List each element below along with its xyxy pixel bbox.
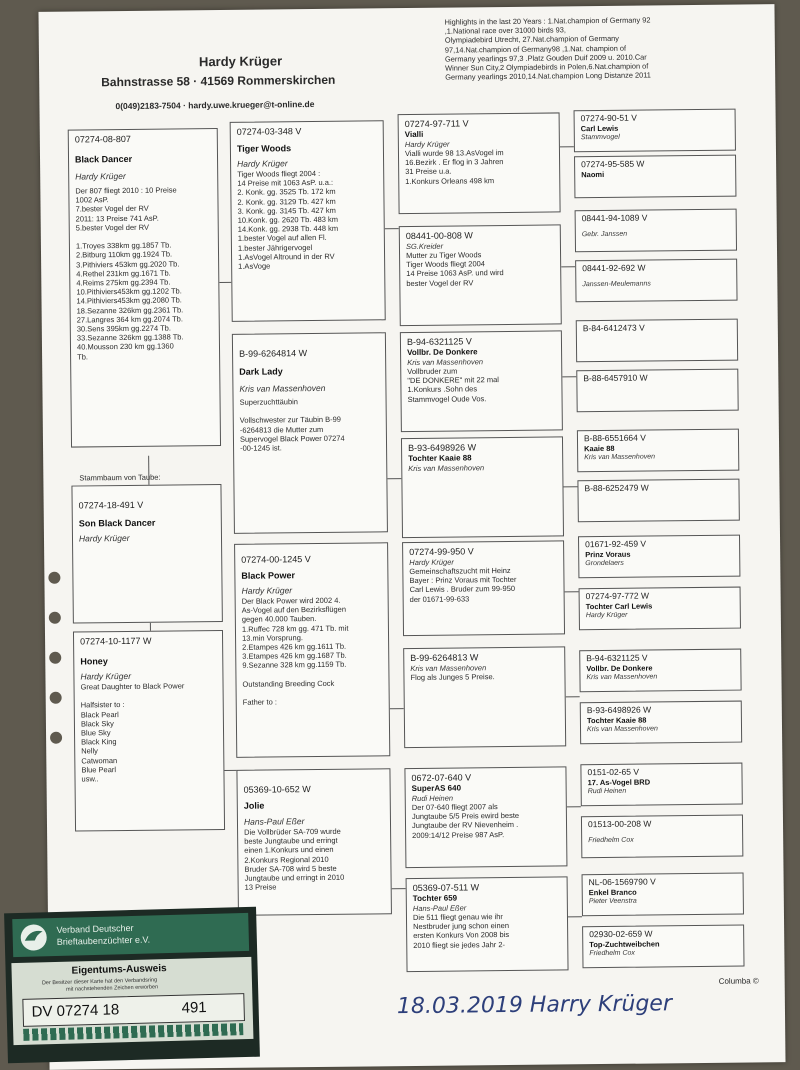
description-line: Jungtaube 5/5 Preis ewird beste	[411, 811, 520, 822]
description-line: -00-1245 ist.	[240, 443, 282, 453]
owner-name: Hardy Krüger	[237, 158, 288, 169]
description-line: 1.Troyes 338km gg.1857 Tb.	[75, 240, 172, 251]
owner-name: Hardy Krüger	[75, 170, 126, 182]
highlight-line: Olympiadebird Utrecht, 27.Nat.champion of Germany	[444, 34, 620, 46]
great-grandparent-box	[403, 646, 566, 748]
description-line: Der 807 fliegt 2010 : 10 Preise	[75, 185, 177, 196]
highlight-line: Germany yearlings 97,3 .Platz Gouden Duif 2009 u. 2010.Car	[444, 52, 647, 64]
description-line: Nelly	[81, 746, 98, 756]
pigeon-name: Black Power	[241, 570, 295, 581]
ring-number: B-88-6252479 W	[584, 482, 649, 494]
description-line: Bruder SA-708 wird 5 beste	[244, 863, 337, 874]
description-line: 1.Konkurs .Sohn des	[407, 384, 478, 395]
description-line: Father to :	[242, 697, 277, 708]
connector-line	[390, 708, 404, 709]
connector-line	[224, 770, 236, 771]
pigeon-name: Honey	[80, 656, 108, 667]
description-line: 1.bester Jährigervogel	[237, 242, 313, 253]
description-line: 2011: 13 Preise 741 AsP.	[75, 213, 159, 224]
description-line: Bayer : Prinz Voraus mit Tochter	[409, 575, 517, 586]
pigeon-name: Tiger Woods	[236, 143, 292, 154]
dam-sire-box	[234, 542, 390, 758]
description-line: 7.bester Vogel der RV	[75, 204, 149, 214]
owner-name: Rudi Heinen	[587, 787, 627, 796]
great-grandparent-box	[404, 766, 567, 868]
great-great-grandparent-box	[578, 535, 740, 579]
subject-box	[71, 484, 222, 624]
owner-name: Hans-Paul Eßer	[412, 903, 467, 914]
ring-number: 0672-07-640 V	[411, 772, 472, 784]
connector-line	[560, 146, 574, 147]
owner-name: Hardy Krüger	[80, 670, 132, 682]
great-great-grandparent-box	[579, 587, 741, 631]
sire-box	[68, 128, 221, 448]
description-line: 1002 AsP.	[75, 195, 109, 205]
owner-name: Hardy Krüger	[241, 585, 293, 596]
description-line: Supervogel Black Power 07274	[239, 433, 345, 444]
ring-number: 02930-02-659 W	[589, 928, 653, 940]
description-line: der 01671-99-633	[409, 594, 470, 604]
ring-number: 07274-90-51 V	[580, 112, 637, 124]
description-line: bester Vogel der RV	[406, 277, 474, 288]
great-grandparent-box	[402, 540, 565, 636]
description-line: Vollbruder zum	[407, 366, 458, 377]
description-line: Tiger Woods fliegt 2004 :	[237, 168, 321, 179]
description-line: 4.Rethel 231km gg.1671 Tb.	[76, 268, 171, 279]
pigeon-name: Son Black Dancer	[78, 517, 156, 529]
card-ring-field	[22, 993, 245, 1027]
description-line: "DE DONKERE" mit 22 mal	[407, 375, 499, 386]
owner-name: Hardy Krüger	[78, 532, 130, 544]
ring-number: B-94-6321125 V	[406, 336, 472, 348]
dam-dam-description	[244, 826, 385, 892]
date-signature: 18.03.2019 Harry Krüger	[396, 991, 673, 1020]
description-line: Great Daughter to Black Power	[80, 681, 185, 692]
ring-number: 08441-94-1089 V	[581, 212, 648, 224]
ring-number: B-94-6321125 V	[586, 652, 648, 664]
pigeon-name: Vollbr. De Donkere	[586, 663, 653, 674]
punch-hole	[50, 732, 62, 744]
description-line: 16.Bezirk . Er flog in 3 Jahren	[405, 157, 504, 168]
description-line: Der Black Power wird 2002 4.	[241, 595, 341, 606]
owner-name: Hardy Krüger	[409, 557, 454, 568]
owner-name: Friedhelm Cox	[589, 949, 635, 958]
ring-number: B-99-6264814 W	[239, 348, 308, 359]
owner-name: Friedhelm Cox	[588, 836, 634, 845]
great-great-grandparent-box	[574, 155, 736, 199]
pigeon-name: Dark Lady	[239, 366, 283, 377]
owner-name: Kris van Massenhoven	[586, 725, 658, 734]
highlights	[445, 14, 776, 82]
card-body	[11, 957, 253, 1045]
owner-name: Kris van Massenhoven	[586, 673, 658, 682]
dam-sire-description	[242, 595, 383, 707]
description-line: 33.Sezanne 326km gg.1388 Tb.	[76, 332, 184, 343]
owner-name: Kris van Massenhoven	[407, 357, 484, 368]
punch-hole	[50, 692, 62, 704]
description-line: Gemeinschaftszucht mit Heinz	[409, 565, 511, 577]
highlight-line: Highlights in the last 20 Years : 1.Nat.champion of Germany 92	[444, 15, 651, 27]
description-line: 2009:14/12 Preise 987 AsP.	[412, 829, 505, 840]
description-line: 13 Preise	[244, 882, 277, 892]
ring-number: NL-06-1569790 V	[588, 876, 656, 888]
pigeon-name: Black Dancer	[74, 153, 133, 165]
owner-name: Hardy Krüger	[404, 139, 450, 150]
breeder-name: Hardy Krüger	[198, 53, 283, 70]
description-line: 14 Preise 1063 AsP. und wird	[406, 268, 504, 279]
pigeon-name: Tochter Kaaie 88	[408, 453, 472, 464]
connector-line	[566, 696, 580, 697]
owner-name: Hardy Krüger	[585, 611, 628, 620]
card-ring-number: 491	[181, 999, 207, 1017]
description-line: Die 511 fliegt genau wie ihr	[412, 912, 503, 923]
dam-box	[73, 630, 225, 832]
connector-line	[565, 591, 579, 592]
description-line: Superzuchttäubin	[239, 397, 298, 407]
description-line: 3.Etampes 426 km gg.1687 Tb.	[242, 650, 347, 662]
sire-sire-box	[230, 120, 386, 322]
connector-line	[387, 478, 401, 479]
card-org-line2: Brieftaubenzüchter e.V.	[56, 934, 151, 947]
card-org-line1: Verband Deutscher	[56, 922, 134, 935]
description-line: Blue Sky	[80, 728, 111, 738]
sire-description	[75, 185, 213, 361]
connector-line	[562, 376, 576, 377]
ring-number: 05369-07-511 W	[412, 882, 480, 894]
owner-name: Kris van Massenhoven	[408, 463, 485, 474]
pigeon-name: Jolie	[243, 800, 265, 811]
description-line: 2.Konkurs Regional 2010	[244, 854, 329, 865]
description-line: 30.Sens 395km gg.2274 Tb.	[76, 323, 171, 334]
punch-hole	[49, 612, 61, 624]
description-line: 4.Reims 275km gg.2394 Tb.	[76, 277, 171, 288]
description-line: 9.Sezanne 328 km gg.1159 Tb.	[242, 660, 347, 671]
great-great-grandparent-box	[580, 763, 742, 807]
ring-number: 07274-97-772 W	[585, 590, 650, 602]
ring-number: 07274-97-711 V	[404, 118, 469, 130]
description-line: 1.AsVogel Altround in der RV	[238, 251, 335, 262]
great-great-grandparent-box	[574, 109, 736, 153]
ring-number: B-84-6412473 V	[582, 322, 645, 334]
owner-name: Rudi Heinen	[411, 793, 454, 804]
highlight-line: Winner Sun City,2 Olympiadebirds in Polen,6.Nat.champion of	[445, 61, 649, 73]
description-line: gegen 40.000 Tauben.	[241, 614, 317, 625]
highlight-line: ,1.National race over 31000 birds 93,	[444, 25, 566, 36]
owner-name: Gebr. Janssen	[581, 230, 628, 239]
description-line: Blue Pearl	[81, 764, 117, 775]
great-great-grandparent-box	[582, 925, 744, 969]
description-line: Jungtaube und erringt in 2010	[244, 872, 345, 883]
dam-description	[81, 681, 218, 784]
great-grandparent-box	[406, 876, 569, 972]
owner-name: Janssen-Meulemanns	[582, 280, 651, 289]
owner-name: Hans-Paul Eßer	[243, 816, 305, 827]
great-great-grandparent-box	[579, 649, 741, 693]
pigeon-name: Naomi	[581, 169, 605, 180]
pigeon-name: Tochter 659	[412, 893, 458, 904]
pigeon-name: Vollbr. De Donkere	[407, 347, 478, 358]
connector-line	[567, 806, 581, 807]
highlight-line: Germany yearlings 2010,14.Nat.champion Long Distanze 2011	[445, 70, 651, 82]
great-great-grandparent-box	[577, 429, 739, 473]
description-line: Black Pearl	[80, 709, 119, 720]
pigeon-name: Tochter Carl Lewis	[585, 601, 653, 612]
description-line: 2.Etampes 426 km gg.1611 Tb.	[242, 641, 347, 652]
description-line: -6264813 die Mutter zum	[239, 424, 324, 435]
description-line: 14.Konk. gg. 2938 Tb. 448 km	[237, 223, 339, 235]
description-line: 2. Konk. gg. 3129 Tb. 427 km	[237, 196, 336, 207]
ring-number: B-93-6498926 W	[408, 442, 477, 454]
description-line: usw..	[81, 774, 99, 784]
description-line: 1.bester Vogel auf allen Fl.	[237, 233, 327, 244]
owner-name: Pieter Veenstra	[588, 897, 637, 906]
description-line: 3. Konk. gg. 3145 Tb. 427 km	[237, 205, 336, 216]
sire-dam-description	[240, 396, 381, 453]
sire-dam-box	[232, 332, 388, 534]
owner-name: Kris van Massenhoven	[239, 382, 326, 394]
great-great-grandparent-box	[581, 815, 743, 859]
description-line: Flog als Junges 5 Preise.	[410, 672, 495, 683]
description-line: 2.Bitburg 110km gg.1924 Tb.	[75, 249, 173, 260]
sire-sire-description	[237, 168, 378, 271]
card-note-line2: mit nachstehenden Zeichen erworben	[66, 984, 159, 993]
great-great-grandparent-box	[575, 209, 737, 253]
description-line: Tiger Woods fliegt 2004	[406, 259, 485, 270]
description-line: Black King	[81, 737, 117, 747]
description-line: 18.Sezanne 326km gg.2361 Tb.	[76, 305, 184, 316]
description-line: Mutter zu Tiger Woods	[406, 250, 482, 261]
description-line: As-Vogel auf den Bezirksflügen	[241, 604, 347, 615]
card-title: Eigentums-Ausweis	[71, 963, 167, 977]
ring-number: 08441-92-692 W	[582, 262, 646, 274]
ownership-card	[4, 907, 260, 1064]
ring-number: 07274-18-491 V	[78, 499, 144, 511]
great-great-grandparent-box	[577, 479, 739, 523]
description-line: Vollschwester zur Täubin B-99	[239, 415, 341, 426]
description-line: Nestbruder jung schon einen	[413, 921, 510, 932]
ring-number: B-88-6551664 V	[583, 432, 646, 444]
pigeon-name: SuperAS 640	[411, 783, 462, 794]
description-line: 31 Preise u.a.	[405, 166, 452, 177]
pigeon-name: Enkel Branco	[588, 887, 637, 898]
highlight-line: 97,14.Nat.champion of Germany98 ,1.Nat. champion of	[444, 43, 627, 55]
description-line: 27.Langres 364 km gg.2074 Tb.	[76, 314, 183, 325]
punch-hole	[49, 652, 61, 664]
connector-line	[563, 486, 577, 487]
great-great-grandparent-box	[575, 259, 737, 303]
dam-dam-box	[236, 768, 392, 916]
connector-line	[392, 888, 406, 889]
card-ring-prefix: DV 07274 18	[31, 1001, 120, 1021]
great-grandparent-box	[401, 436, 564, 538]
pedigree-caption: Stammbaum von Taube:	[79, 472, 161, 483]
pigeon-name: Top-Zuchtweibchen	[589, 939, 660, 950]
pigeon-name: Prinz Voraus	[585, 549, 631, 560]
ring-number: 07274-99-950 V	[409, 546, 474, 558]
pigeon-name: Carl Lewis	[580, 123, 619, 134]
owner-name: Kris van Massenhoven	[584, 453, 656, 462]
description-line: 2010 fliegt sie jedes Jahr 2-	[413, 939, 506, 950]
pigeon-name: Tochter Kaaie 88	[586, 715, 647, 726]
great-great-grandparent-box	[576, 369, 738, 413]
description-line: beste Jungtaube und erringt	[244, 835, 338, 846]
connector-line	[385, 228, 399, 229]
description-line: Vialli wurde 98 13.AsVogel im	[404, 148, 504, 159]
description-line: 13.min Vorsprung.	[242, 632, 303, 643]
description-line: ersten Konkurs Von 2008 bis	[413, 930, 510, 941]
great-grandparent-box	[398, 112, 561, 214]
owner-name: Kris van Massenhoven	[410, 663, 487, 674]
description-line: Outstanding Breeding Cock	[242, 678, 335, 689]
description-line: Carl Lewis . Bruder zum 99-950	[409, 584, 516, 595]
description-line: Halfsister to :	[80, 700, 125, 710]
description-line: Catwoman	[81, 755, 118, 766]
connector-line	[219, 282, 231, 283]
ring-number: 07274-00-1245 V	[241, 554, 311, 565]
ring-number: 08441-00-808 W	[405, 230, 473, 242]
ring-number: 01513-00-208 W	[587, 818, 652, 830]
connector-line	[568, 916, 582, 917]
great-grandparent-box	[400, 330, 563, 432]
description-line: Jungtaube der RV Nievenheim .	[411, 820, 519, 831]
description-line: 40.Mousson 230 km gg.1360	[76, 341, 174, 352]
ring-number: B-99-6264813 W	[410, 652, 479, 664]
punch-hole	[48, 572, 60, 584]
great-great-grandparent-box	[576, 319, 738, 363]
description-line: Tb.	[77, 352, 88, 362]
description-line: einen 1.Konkurs und einen	[244, 845, 334, 856]
description-line: 1.AsVoge	[238, 261, 271, 271]
pigeon-name: 17. As-Vogel BRD	[587, 777, 651, 788]
description-line: Black Sky	[80, 718, 114, 729]
description-line: 1.Konkurs Orleans 498 km	[405, 175, 495, 186]
description-line: 1.Ruffec 728 km gg. 471 Tb. mit	[241, 623, 349, 634]
ring-number: 07274-10-1177 W	[80, 635, 152, 647]
connector-line	[561, 266, 575, 267]
description-line: Die Vollbrüder SA-709 wurde	[244, 826, 341, 837]
ring-number: 07274-03-348 V	[236, 126, 302, 137]
description-line: Stammvogel Oude Vos.	[407, 393, 487, 404]
pigeon-name: Kaaie 88	[584, 443, 615, 454]
description-line: 14.Pithiviers453km gg.2080 Tb.	[76, 295, 182, 306]
ring-number: 0151-02-65 V	[587, 766, 640, 778]
great-great-grandparent-box	[582, 873, 744, 917]
owner-name: SG.Kreider	[405, 241, 444, 252]
great-grandparent-box	[399, 224, 562, 326]
ring-number: B-88-6457910 W	[583, 372, 648, 384]
ring-number: 07274-08-807	[74, 133, 131, 145]
breeder-address: Bahnstrasse 58 · 41569 Rommerskirchen	[101, 72, 336, 90]
description-line: 2. Konk. gg. 3525 Tb. 172 km	[237, 187, 336, 198]
great-great-grandparent-box	[580, 701, 742, 745]
publisher-mark: Columba ©	[718, 976, 759, 986]
description-line: 3.Pithiviers 453km gg.2020 Tb.	[76, 259, 180, 270]
ring-number: B-93-6498926 W	[586, 704, 652, 716]
owner-name: Grondelaers	[585, 559, 624, 568]
breeder-contact: 0(049)2183-7504 · hardy.uwe.krueger@t-online.de	[115, 98, 315, 112]
ring-number: 01671-92-459 V	[585, 538, 647, 550]
ring-number: 05369-10-652 W	[243, 784, 311, 795]
card-note-line1: Der Besitzer dieser Karte hat den Verbandsring	[41, 977, 158, 987]
description-line: 14 Preise mit 1063 AsP. u.a.:	[237, 178, 334, 189]
pigeon-name: Vialli	[404, 129, 424, 140]
description-line: Der 07-640 fliegt 2007 als	[411, 802, 498, 813]
owner-name: Stammvogel	[580, 133, 620, 142]
description-line: 5.bester Vogel der RV	[75, 222, 150, 233]
ring-number: 07274-95-585 W	[581, 158, 645, 170]
pigeon-logo-icon	[18, 922, 49, 953]
description-line: 10.Pithiviers453km gg.1202 Tb.	[76, 286, 182, 297]
card-header	[12, 913, 249, 957]
description-line: 10.Konk. gg. 2620 Tb. 483 km	[237, 214, 339, 225]
